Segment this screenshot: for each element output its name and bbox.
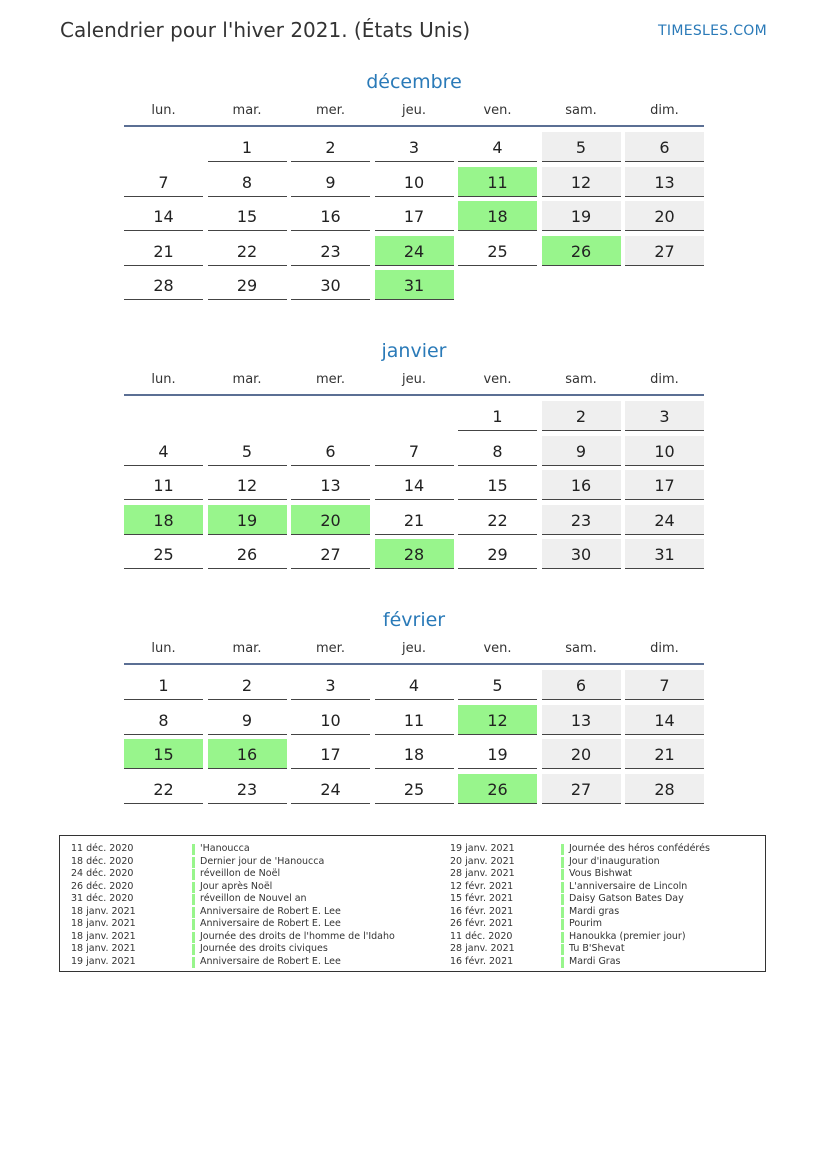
legend-holiday-name: Tu B'Shevat xyxy=(569,943,625,954)
month-title: janvier xyxy=(381,340,447,362)
month-title: décembre xyxy=(366,71,462,93)
day-cell[interactable]: 20 xyxy=(625,201,704,231)
day-cell[interactable]: 12 xyxy=(542,167,621,197)
empty-day-cell xyxy=(124,132,203,162)
day-cell[interactable]: 9 xyxy=(291,167,370,197)
day-cell[interactable]: 4 xyxy=(124,436,203,466)
day-cell[interactable]: 17 xyxy=(625,470,704,500)
legend-color-marker xyxy=(561,882,564,893)
weekday-label: jeu. xyxy=(402,372,426,387)
weekday-header xyxy=(124,635,704,665)
day-cell[interactable]: 22 xyxy=(208,236,287,266)
day-cell[interactable]: 3 xyxy=(291,670,370,700)
day-cell[interactable]: 27 xyxy=(291,539,370,569)
legend-holiday-name: 'Hanoucca xyxy=(200,843,250,854)
legend-holiday-name: Anniversaire de Robert E. Lee xyxy=(200,905,341,917)
weekday-label: ven. xyxy=(483,372,512,387)
legend-color-marker xyxy=(561,944,564,955)
weekday-label: mer. xyxy=(316,103,345,118)
legend-row xyxy=(60,893,760,906)
legend-date: 18 janv. 2021 xyxy=(71,930,136,942)
holiday-day-cell[interactable]: 16 xyxy=(208,739,287,769)
weekday-label: lun. xyxy=(151,372,176,387)
day-cell[interactable]: 21 xyxy=(625,739,704,769)
legend-date: 20 janv. 2021 xyxy=(450,855,515,867)
holiday-day-cell[interactable]: 31 xyxy=(375,270,454,300)
legend-row xyxy=(60,956,760,969)
day-cell[interactable]: 27 xyxy=(542,774,621,804)
day-cell[interactable]: 13 xyxy=(291,470,370,500)
holiday-day-cell[interactable]: 12 xyxy=(458,705,537,735)
legend-color-marker xyxy=(561,919,564,930)
legend-row xyxy=(60,931,760,944)
legend-date: 11 déc. 2020 xyxy=(71,843,134,854)
legend-color-marker xyxy=(561,894,564,905)
legend-date: 18 janv. 2021 xyxy=(71,905,136,917)
day-cell[interactable]: 22 xyxy=(458,505,537,535)
legend-column-right xyxy=(60,843,760,968)
legend-date: 28 janv. 2021 xyxy=(450,943,515,954)
legend-color-marker xyxy=(561,907,564,918)
legend-row xyxy=(60,906,760,919)
brand-logo-text[interactable]: TIMESLES.COM xyxy=(658,23,767,39)
legend-holiday-name: réveillon de Nouvel an xyxy=(200,893,307,904)
weekday-label: dim. xyxy=(650,641,679,656)
day-cell[interactable]: 10 xyxy=(291,705,370,735)
weekday-label: jeu. xyxy=(402,641,426,656)
day-cell[interactable]: 31 xyxy=(625,539,704,569)
weekday-label: mar. xyxy=(232,641,262,656)
day-cell[interactable]: 24 xyxy=(291,774,370,804)
day-cell[interactable]: 3 xyxy=(375,132,454,162)
legend-date: 18 janv. 2021 xyxy=(71,918,136,929)
legend-holiday-name: Journée des héros confédérés xyxy=(569,843,710,854)
day-cell[interactable]: 25 xyxy=(458,236,537,266)
legend-date: 16 févr. 2021 xyxy=(450,905,514,917)
day-cell[interactable]: 23 xyxy=(208,774,287,804)
day-cell[interactable]: 7 xyxy=(375,436,454,466)
day-cell[interactable]: 13 xyxy=(625,167,704,197)
legend-holiday-name: Vous Bishwat xyxy=(569,868,633,879)
day-cell[interactable]: 19 xyxy=(458,739,537,769)
legend-holiday-name: Dernier jour de 'Hanoucca xyxy=(200,855,325,867)
day-cell[interactable]: 21 xyxy=(375,505,454,535)
day-cell[interactable]: 29 xyxy=(458,539,537,569)
holiday-day-cell[interactable]: 19 xyxy=(208,505,287,535)
weekday-label: ven. xyxy=(483,103,512,118)
weekday-label: lun. xyxy=(151,103,176,118)
weekday-label: mer. xyxy=(316,372,345,387)
legend-date: 11 déc. 2020 xyxy=(450,930,513,942)
day-cell[interactable]: 9 xyxy=(208,705,287,735)
legend-date: 28 janv. 2021 xyxy=(450,868,515,879)
empty-day-cell xyxy=(375,401,454,431)
day-cell[interactable]: 4 xyxy=(458,132,537,162)
day-cell[interactable]: 5 xyxy=(542,132,621,162)
legend-holiday-name: Journée des droits civiques xyxy=(200,943,328,954)
day-cell[interactable]: 25 xyxy=(375,774,454,804)
empty-day-cell xyxy=(124,401,203,431)
day-cell[interactable]: 11 xyxy=(124,470,203,500)
legend-color-marker xyxy=(561,932,564,943)
legend-holiday-name: Journée des droits de l'homme de l'Idaho xyxy=(200,930,395,942)
legend-date: 19 janv. 2021 xyxy=(450,843,515,854)
weekday-label: mar. xyxy=(232,103,262,118)
day-cell[interactable]: 20 xyxy=(542,739,621,769)
legend-date: 18 déc. 2020 xyxy=(71,855,134,867)
day-cell[interactable]: 6 xyxy=(542,670,621,700)
legend-color-marker xyxy=(561,844,564,855)
legend-row xyxy=(60,856,760,869)
day-cell[interactable]: 14 xyxy=(625,705,704,735)
day-cell[interactable]: 23 xyxy=(291,236,370,266)
legend-holiday-name: Jour d'inauguration xyxy=(569,855,660,867)
legend-date: 26 déc. 2020 xyxy=(71,880,134,892)
legend-date: 26 févr. 2021 xyxy=(450,918,514,929)
day-cell[interactable]: 24 xyxy=(625,505,704,535)
day-cell[interactable]: 8 xyxy=(208,167,287,197)
legend-row xyxy=(60,868,760,881)
legend-date: 18 janv. 2021 xyxy=(71,943,136,954)
month-title: février xyxy=(382,609,446,631)
day-grid xyxy=(124,127,704,300)
page-title: Calendrier pour l'hiver 2021. (États Unis) xyxy=(60,18,471,42)
day-cell[interactable]: 25 xyxy=(124,539,203,569)
day-cell[interactable]: 30 xyxy=(542,539,621,569)
day-cell[interactable]: 21 xyxy=(124,236,203,266)
holiday-day-cell[interactable]: 24 xyxy=(375,236,454,266)
day-grid xyxy=(124,665,704,804)
weekday-label: jeu. xyxy=(402,103,426,118)
legend-date: 12 févr. 2021 xyxy=(450,880,514,892)
day-cell[interactable]: 30 xyxy=(291,270,370,300)
legend-date: 31 déc. 2020 xyxy=(71,893,134,904)
weekday-label: ven. xyxy=(483,641,512,656)
day-cell[interactable]: 8 xyxy=(124,705,203,735)
month-january xyxy=(124,336,704,569)
day-grid xyxy=(124,396,704,569)
holiday-day-cell[interactable]: 26 xyxy=(458,774,537,804)
month-february xyxy=(124,605,704,804)
holiday-day-cell[interactable]: 28 xyxy=(375,539,454,569)
day-cell[interactable]: 22 xyxy=(124,774,203,804)
day-cell[interactable]: 6 xyxy=(625,132,704,162)
day-cell[interactable]: 11 xyxy=(375,705,454,735)
empty-day-cell xyxy=(291,401,370,431)
day-cell[interactable]: 2 xyxy=(291,132,370,162)
holiday-day-cell[interactable]: 20 xyxy=(291,505,370,535)
legend-holiday-name: réveillon de Noël xyxy=(200,868,281,879)
day-cell[interactable]: 26 xyxy=(208,539,287,569)
legend-date: 15 févr. 2021 xyxy=(450,893,514,904)
day-cell[interactable]: 3 xyxy=(625,401,704,431)
day-cell[interactable]: 9 xyxy=(542,436,621,466)
legend-color-marker xyxy=(561,869,564,880)
weekday-label: mar. xyxy=(232,372,262,387)
weekday-label: mer. xyxy=(316,641,345,656)
legend-holiday-name: Daisy Gatson Bates Day xyxy=(569,893,684,904)
day-cell[interactable]: 1 xyxy=(458,401,537,431)
legend-date: 19 janv. 2021 xyxy=(71,955,136,967)
holiday-day-cell[interactable]: 18 xyxy=(124,505,203,535)
weekday-label: lun. xyxy=(151,641,176,656)
day-cell[interactable]: 28 xyxy=(124,270,203,300)
holiday-day-cell[interactable]: 26 xyxy=(542,236,621,266)
legend-holiday-name: Pourim xyxy=(569,918,603,929)
legend-holiday-name: Anniversaire de Robert E. Lee xyxy=(200,918,341,929)
day-cell[interactable]: 1 xyxy=(208,132,287,162)
holiday-day-cell[interactable]: 15 xyxy=(124,739,203,769)
month-december xyxy=(124,67,704,300)
legend-holiday-name: Jour après Noël xyxy=(200,880,273,892)
legend-holiday-name: Mardi Gras xyxy=(569,955,621,967)
weekday-label: dim. xyxy=(650,372,679,387)
legend-color-marker xyxy=(561,857,564,868)
day-cell[interactable]: 29 xyxy=(208,270,287,300)
weekday-label: sam. xyxy=(565,103,597,118)
day-cell[interactable]: 7 xyxy=(124,167,203,197)
weekday-header xyxy=(124,97,704,127)
legend-color-marker xyxy=(561,957,564,968)
day-cell[interactable]: 19 xyxy=(542,201,621,231)
day-cell[interactable]: 2 xyxy=(208,670,287,700)
day-cell[interactable]: 17 xyxy=(375,201,454,231)
day-cell[interactable]: 8 xyxy=(458,436,537,466)
day-cell[interactable]: 13 xyxy=(542,705,621,735)
legend-holiday-name: L'anniversaire de Lincoln xyxy=(569,880,688,892)
empty-day-cell xyxy=(208,401,287,431)
legend-holiday-name: Hanoukka (premier jour) xyxy=(569,930,686,942)
day-cell[interactable]: 7 xyxy=(625,670,704,700)
day-cell[interactable]: 10 xyxy=(375,167,454,197)
day-cell[interactable]: 4 xyxy=(375,670,454,700)
weekday-label: sam. xyxy=(565,372,597,387)
legend-date: 24 déc. 2020 xyxy=(71,868,134,879)
holiday-day-cell[interactable]: 11 xyxy=(458,167,537,197)
day-cell[interactable]: 14 xyxy=(124,201,203,231)
day-cell[interactable]: 5 xyxy=(458,670,537,700)
day-cell[interactable]: 16 xyxy=(291,201,370,231)
day-cell[interactable]: 27 xyxy=(625,236,704,266)
day-cell[interactable]: 28 xyxy=(625,774,704,804)
legend-row xyxy=(60,843,760,856)
day-cell[interactable]: 16 xyxy=(542,470,621,500)
legend-row xyxy=(60,881,760,894)
legend-holiday-name: Anniversaire de Robert E. Lee xyxy=(200,955,341,967)
weekday-label: sam. xyxy=(565,641,597,656)
day-cell[interactable]: 15 xyxy=(208,201,287,231)
day-cell[interactable]: 1 xyxy=(124,670,203,700)
day-cell[interactable]: 15 xyxy=(458,470,537,500)
day-cell[interactable]: 5 xyxy=(208,436,287,466)
weekday-label: dim. xyxy=(650,103,679,118)
day-cell[interactable]: 12 xyxy=(208,470,287,500)
day-cell[interactable]: 17 xyxy=(291,739,370,769)
day-cell[interactable]: 14 xyxy=(375,470,454,500)
legend-holiday-name: Mardi gras xyxy=(569,905,620,917)
day-cell[interactable]: 23 xyxy=(542,505,621,535)
legend-date: 16 févr. 2021 xyxy=(450,955,514,967)
day-cell[interactable]: 6 xyxy=(291,436,370,466)
day-cell[interactable]: 2 xyxy=(542,401,621,431)
day-cell[interactable]: 18 xyxy=(375,739,454,769)
holiday-day-cell[interactable]: 18 xyxy=(458,201,537,231)
weekday-header xyxy=(124,366,704,396)
holiday-legend xyxy=(59,835,766,972)
day-cell[interactable]: 10 xyxy=(625,436,704,466)
legend-row xyxy=(60,918,760,931)
legend-row xyxy=(60,943,760,956)
